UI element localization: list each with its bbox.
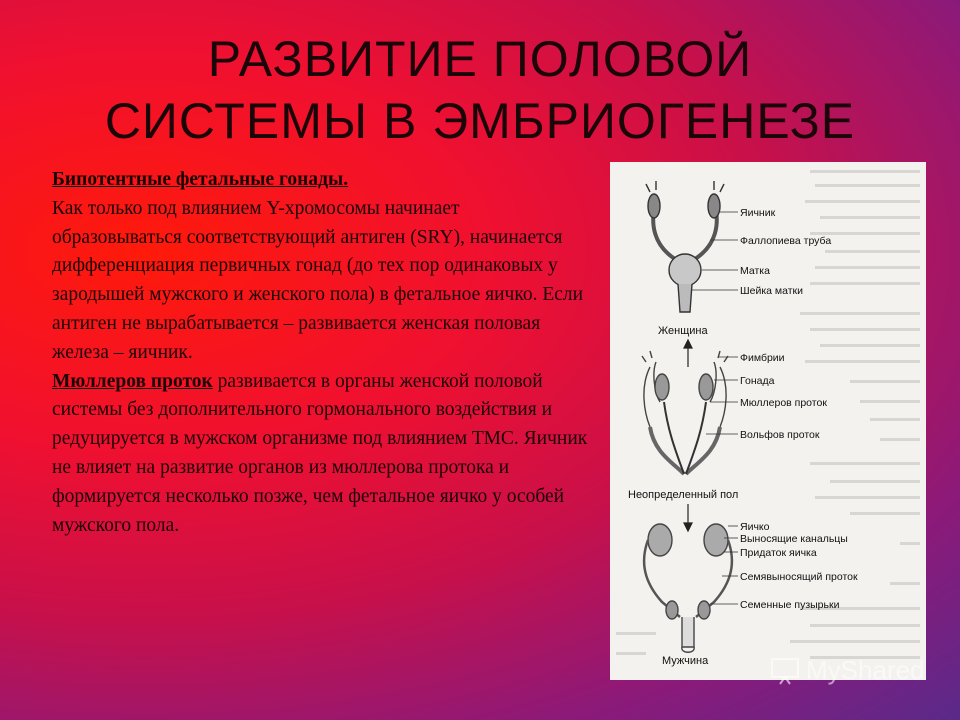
title-line-1: РАЗВИТИЕ ПОЛОВОЙ xyxy=(207,31,753,87)
label-woman: Женщина xyxy=(658,325,708,337)
female-organs-drawing xyxy=(646,181,724,312)
arrow-up-icon xyxy=(684,340,692,367)
label-fimbriae: Фимбрии xyxy=(740,352,785,364)
label-vesicles: Семенные пузырьки xyxy=(740,599,840,611)
slide-title xyxy=(60,28,900,152)
male-organs-drawing xyxy=(644,524,732,652)
label-gonad: Гонада xyxy=(740,375,775,387)
muller-term: Мюллеров проток xyxy=(52,370,213,392)
section-heading: Бипотентные фетальные гонады. xyxy=(52,169,349,190)
label-wolff: Вольфов проток xyxy=(740,429,820,441)
watermark-text: MyShared xyxy=(806,655,925,685)
paragraph-1: Как только под влиянием Y-хромосомы начинает образовываться соответствующий антиген (SRY), начинается дифференциация первичных гонад (до тех пор одинаковых у зародышей мужского и женского пола) в фетальное яичко. Если антиген не вырабатывается – развивается женская половая железа – яичник. xyxy=(52,197,584,363)
label-uterus: Матка xyxy=(740,265,770,277)
label-muller: Мюллеров проток xyxy=(740,397,827,409)
label-undetermined: Неопределенный пол xyxy=(628,489,739,501)
diagram-svg xyxy=(610,162,926,680)
arrow-down-icon xyxy=(684,504,692,531)
watermark xyxy=(770,655,925,686)
label-cervix: Шейка матки xyxy=(740,285,804,297)
presentation-icon xyxy=(770,657,800,685)
label-fallopian: Фаллопиева труба xyxy=(740,235,832,247)
label-ovary: Яичник xyxy=(740,207,776,219)
embryology-diagram xyxy=(610,162,926,680)
paragraph-2: развивается в органы женской половой системы без дополнительного гормонального воздействия и редуцируется в мужском организме под влиянием ТМС. Яичник не влияет на развитие органов из мюллерова протока и формируется несколько позже, чем фетальное яичко у особей мужского пола. xyxy=(52,370,588,536)
undetermined-drawing xyxy=(642,351,728,474)
label-epididymis: Придаток яичка xyxy=(740,547,817,559)
title-line-2: СИСТЕМЫ В ЭМБРИОГЕНЕЗЕ xyxy=(104,93,856,149)
body-text xyxy=(52,166,592,540)
label-man: Мужчина xyxy=(662,655,709,667)
label-efferent: Выносящие канальцы xyxy=(740,533,848,545)
label-vas: Семявыносящий проток xyxy=(740,571,858,583)
label-testis: Яичко xyxy=(740,521,770,533)
